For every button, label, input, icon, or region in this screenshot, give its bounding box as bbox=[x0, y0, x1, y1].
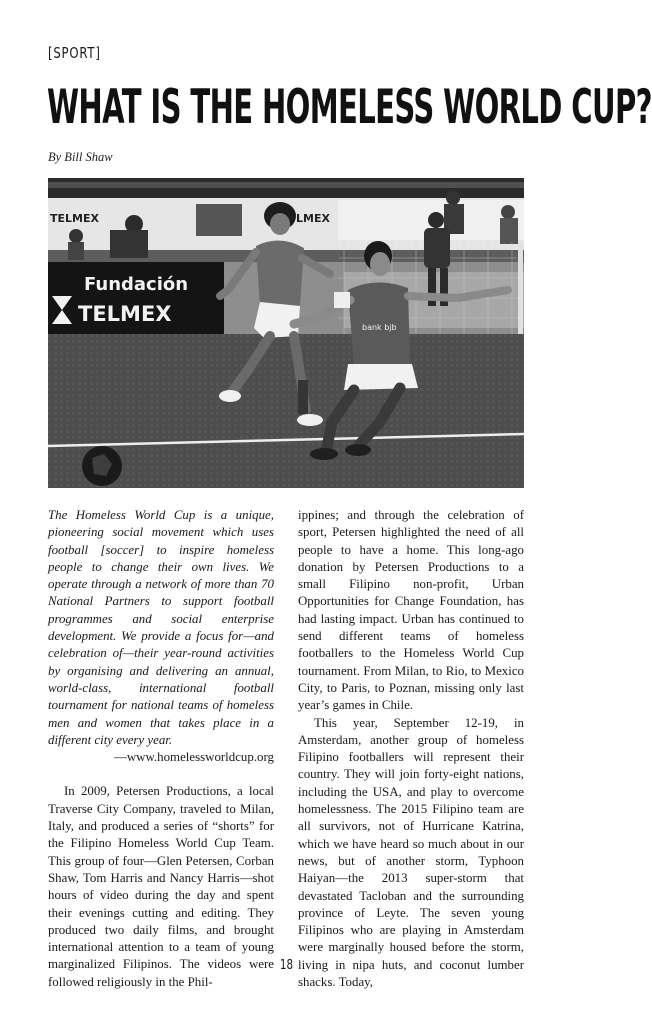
banner-text-2: TELMEX bbox=[78, 302, 172, 326]
jersey-text: bank bjb bbox=[362, 323, 397, 332]
paragraph-2: This year, September 12-19, in Amsterdam, another group of homeless Filipino footballers will represent their country. They will join forty-eight nations, including the USA, and play to overcome homelessness. The 2015 Filipino team are all survivors, not of Hurricane Katrina, which we have heard so much about in our news, but of another storm, Typhoon Haiyan—the 2013 super-storm that devastated Tacloban and the surrounding province of Leyte. The seven young Filipinos who are playing in Amsterdam were marginally housed before the storm, living in nipa huts, and coconut lumber shacks. Today, bbox=[298, 715, 524, 990]
article-column-left bbox=[48, 507, 274, 991]
section-tag: [SPORT] bbox=[48, 44, 101, 62]
paragraph-1-continued: ippines; and through the celebration of sport, Petersen highlighted the need of all people to have a home. This long-ago donation by Petersen Productions to a small Filipino non-profit, Urban Opportunities for Change Foundation, has had lasting impact. Urban has continued to send different teams of homeless footballers to the Homeless World Cup tournament. From Milan, to Rio, to Mexico City, to Paris, to Poznan, missing only last year’s games in Chile. bbox=[298, 508, 524, 713]
article-column-right bbox=[298, 507, 524, 991]
svg-text:TELMEX: TELMEX bbox=[50, 212, 99, 225]
paragraph-1: In 2009, Petersen Productions, a local Traverse City Company, traveled to Milan, Italy, and produced a series of “shorts” for the Filipino Homeless World Cup Team. This group of four—Glen Petersen, Corban Shaw, Tom Harris and Nancy Harris—shot hours of video during the day and spent their evenings cutting and editing. They produced two daily films, and brought international attention to a team of young marginalized Filipinos. The videos were followed religiously in the Phil- bbox=[48, 784, 274, 989]
quote-source: —www.homelessworldcup.org bbox=[113, 750, 274, 765]
svg-text:LMEX: LMEX bbox=[296, 212, 330, 225]
banner-text-1: Fundación bbox=[84, 274, 189, 295]
article-headline: WHAT IS THE HOMELESS WORLD CUP? bbox=[47, 80, 652, 135]
page-number: 18 bbox=[279, 958, 294, 973]
byline: By Bill Shaw bbox=[48, 150, 113, 164]
intro-quote: The Homeless World Cup is a unique, pioneering social movement which uses football [soccer] to inspire homeless people to change their own lives. We operate through a network of more than 70 National Partners to support football programmes and social enterprise development. We provide a focus for—and celebration of—their year-round activities by organising and delivering an annual, world-class, international football tournament for national teams of homeless men and women that takes place in a different city every year. bbox=[48, 508, 274, 747]
soccer-photo bbox=[48, 178, 524, 488]
